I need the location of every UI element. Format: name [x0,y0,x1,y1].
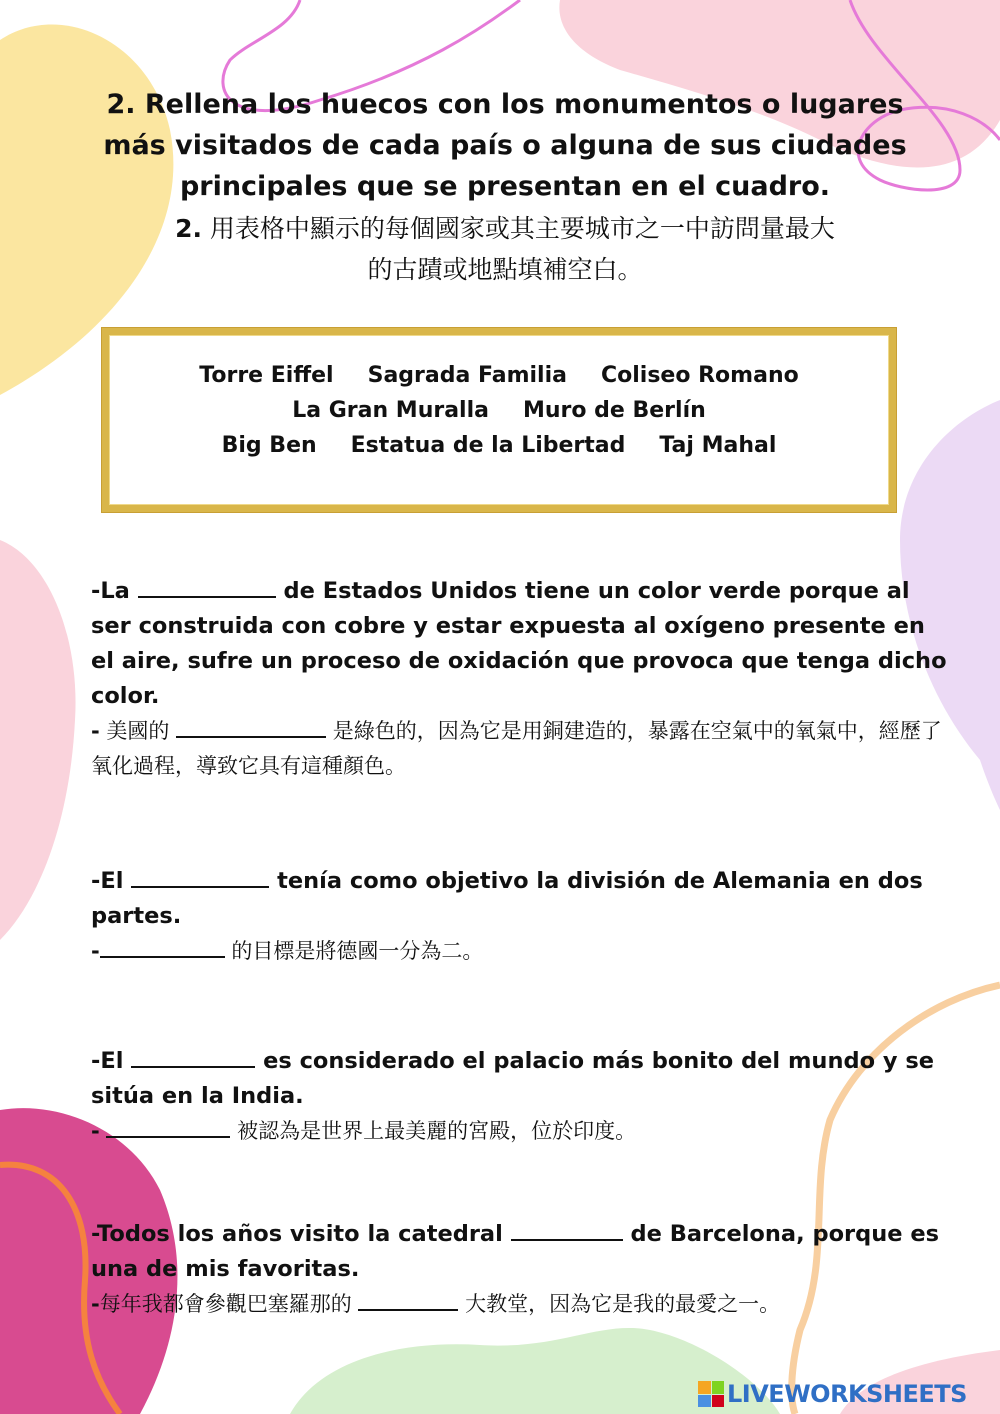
instruction-line: 的古蹟或地點填補空白。 [367,255,643,284]
liveworksheets-logo[interactable] [698,1378,967,1410]
question-dash: - [91,939,100,963]
answer-blank[interactable] [138,574,276,598]
question-text: 大教堂，因為它是我的最愛之一。 [458,1292,781,1316]
word-bank-row [109,433,889,458]
question-text: es considerado el palacio más bonito del mundo y se sitúa en la India. [91,1048,935,1109]
question-chinese [91,714,951,784]
word-bank [102,328,896,512]
question-spanish [91,1217,951,1287]
question-text: -El [91,868,132,894]
question-text: 的目標是將德國一分為二。 [224,939,484,963]
question-text: 被認為是世界上最美麗的宮殿，位於印度。 [230,1119,637,1143]
instruction-text: 用表格中顯示的每個國家或其主要城市之一中訪問量最大 [201,214,835,243]
answer-blank[interactable] [176,714,326,738]
word-bank-item: Estatua de la Libertad [350,433,626,458]
question-2 [91,864,951,969]
answer-blank[interactable] [511,1217,623,1241]
question-text: 美國的 [99,719,177,743]
answer-blank[interactable] [358,1287,458,1311]
question-text: de Barcelona, porque es una de mis favoritas. [91,1221,939,1282]
question-chinese [91,1287,951,1322]
question-text: de Estados Unidos tiene un color verde porque al ser construida con cobre y estar expuesta al oxígeno presente en el aire, sufre un proceso de oxidación que provoca que tenga dicho color. [91,578,947,709]
instruction-line: más visitados de cada país o alguna de sus ciudades [103,130,907,161]
question-dash: - [91,1119,100,1143]
word-bank-item: Muro de Berlín [522,398,706,423]
logo-icon [698,1381,724,1407]
question-3 [91,1044,951,1149]
instruction-line: principales que se presentan en el cuadro. [179,171,831,202]
answer-blank[interactable] [106,1114,230,1138]
word-bank-item: Taj Mahal [659,433,777,458]
answer-blank[interactable] [131,1044,255,1068]
word-bank-item: Big Ben [221,433,317,458]
question-1 [91,574,951,784]
word-bank-item: La Gran Muralla [292,398,489,423]
question-dash: - [91,719,100,743]
question-4 [91,1217,951,1322]
question-text: tenía como objetivo la división de Alemania en dos partes. [91,868,923,929]
question-dash: - [91,1292,100,1316]
word-bank-row [109,363,889,388]
question-chinese [91,934,951,969]
question-text: 是綠色的，因為它是用銅建造的，暴露在空氣中的氧氣中，經歷了氧化過程，導致它具有這種顏色。 [91,719,942,778]
instruction-number: 2. [175,214,202,243]
question-text: -Todos los años visito la catedral [91,1221,511,1247]
instruction-line [80,208,930,249]
word-bank-item: Sagrada Familia [367,363,567,388]
question-spanish [91,574,951,714]
question-text [100,1119,107,1143]
instruction-chinese [80,208,930,290]
word-bank-item: Torre Eiffel [199,363,334,388]
question-chinese [91,1114,951,1149]
instruction-spanish [80,84,930,207]
answer-blank[interactable] [100,934,225,958]
question-spanish [91,864,951,934]
logo-text: LIVEWORKSHEETS [727,1380,967,1408]
question-text: 每年我都會參觀巴塞羅那的 [99,1292,359,1316]
question-spanish [91,1044,951,1114]
question-text: -El [91,1048,132,1074]
word-bank-item: Coliseo Romano [600,363,799,388]
answer-blank[interactable] [131,864,269,888]
instruction-line: 2. Rellena los huecos con los monumentos o lugares [106,89,904,120]
question-text: -La [91,578,138,604]
word-bank-row [109,398,889,423]
